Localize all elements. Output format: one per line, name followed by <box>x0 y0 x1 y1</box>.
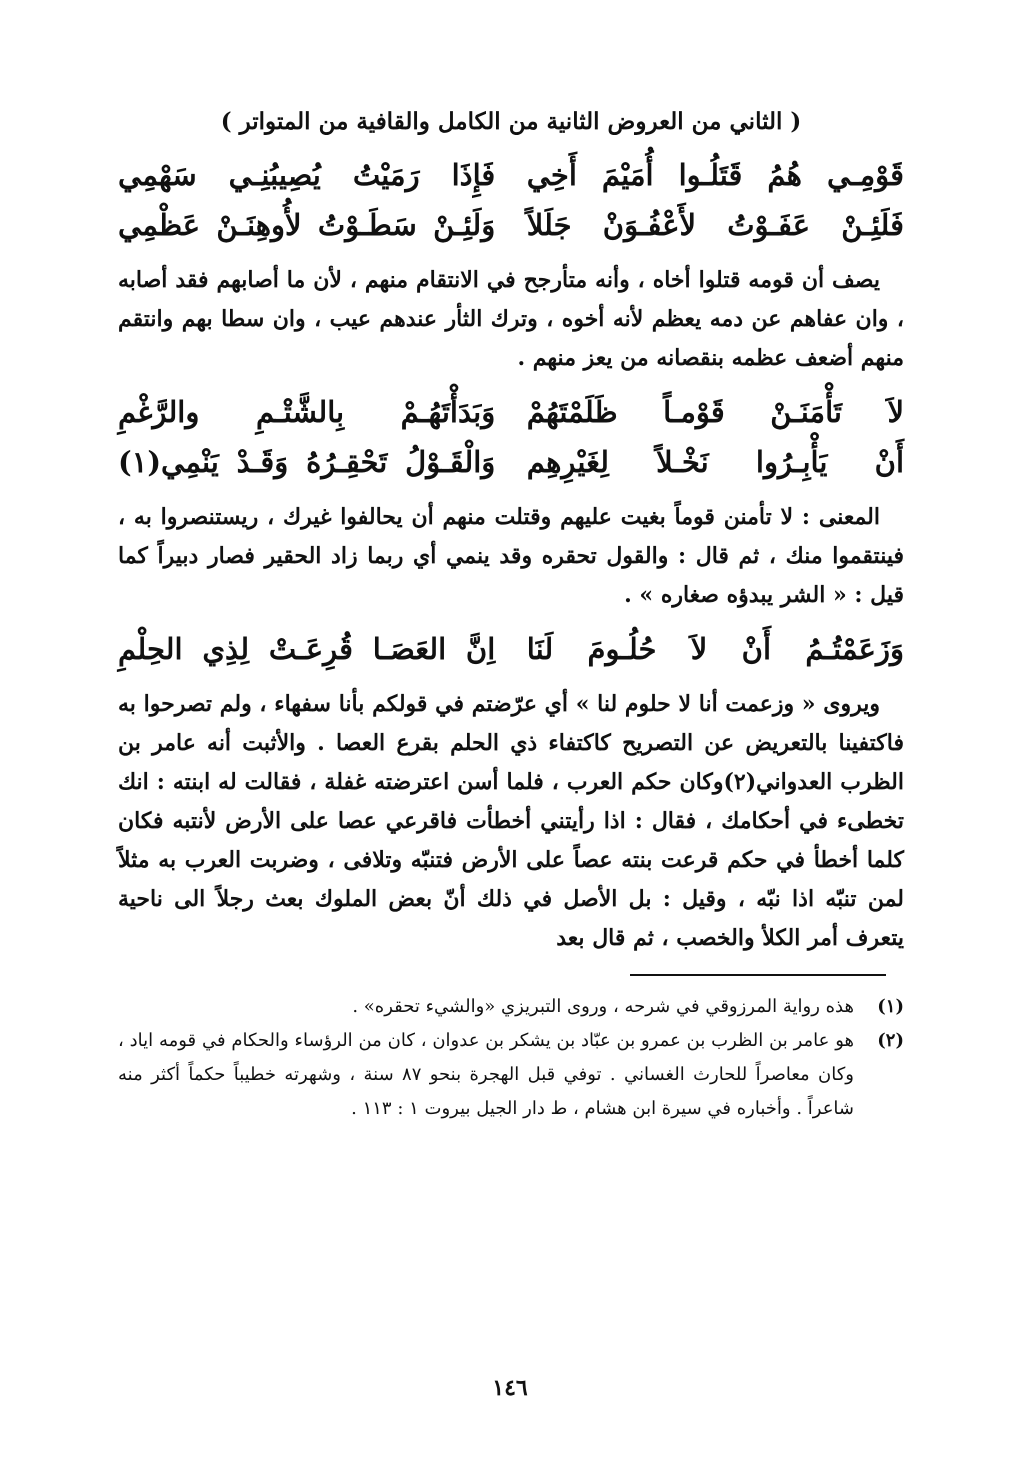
word: أَخِي <box>526 158 577 192</box>
footnote <box>118 990 904 1024</box>
word: وَقَـدْ <box>236 445 289 479</box>
word: اِنَّ <box>465 632 496 666</box>
hemistich-right <box>527 627 904 671</box>
verse-3-line-1 <box>118 627 904 671</box>
word: جَلَلاً <box>526 208 572 242</box>
hemistich-left <box>118 627 495 671</box>
word: العَصَـا <box>372 632 447 666</box>
word: حُلُـومَ <box>587 632 657 666</box>
footnote-number: (٢) <box>877 1030 904 1051</box>
word: لِذِي <box>202 632 250 666</box>
verse-1-line-2 <box>118 203 904 247</box>
word: وَالْقَـوْلُ <box>405 445 496 479</box>
word: سَهْمِي <box>118 158 197 192</box>
hemistich-left <box>118 390 495 434</box>
hemistich-right <box>527 153 904 197</box>
word: رَمَيْتُ <box>352 158 420 192</box>
footnote <box>118 1024 904 1126</box>
word: أَنْ <box>874 445 904 479</box>
word: فَإِذَا <box>451 158 496 192</box>
word: لاَ <box>690 632 708 666</box>
word: أُمَيْمَ <box>601 158 654 192</box>
footnote-number: (١) <box>877 996 904 1017</box>
hemistich-left <box>118 203 495 247</box>
section-heading: ( الثاني من العروض الثانية من الكامل والقافية من المتواتر ) <box>220 108 802 135</box>
word: وَبَدَأْتَهُـمْ <box>400 395 496 429</box>
word: هُمُ <box>767 158 802 192</box>
word: أَنْ <box>741 632 772 666</box>
verse-1-line-1 <box>118 153 904 197</box>
word: يَأْبِـرُوا <box>755 445 828 479</box>
word: بِالشَّتْـمِ <box>255 395 345 429</box>
page-content <box>118 100 904 1126</box>
hemistich-left <box>118 440 495 484</box>
word: قَوْمـاً <box>663 395 725 429</box>
word: والرَّغْمِ <box>118 395 200 429</box>
word: لأَعْفُـوَنْ <box>602 208 697 242</box>
word: لِغَيْرِهِم <box>526 445 609 479</box>
hemistich-right <box>527 440 904 484</box>
word: قَتَلُـوا <box>678 158 743 192</box>
hemistich-left <box>118 153 495 197</box>
footnote-divider <box>630 974 886 976</box>
word: لاَ <box>887 395 904 429</box>
word: وَلَئِـنْ <box>433 208 496 242</box>
commentary-paragraph-2: المعنى : لا تأمنن قوماً بغيت عليهم وقتلت منهم أن يحالفوا غيرك ، ريستنصروا به ، فينتقموا منك ، ثم قال : والقول تحقره وقد ينمي أي ربما زاد الحقير فصار دبيراً كما قيل : « الشر يبدؤه صغاره » . <box>118 504 904 608</box>
verse-1 <box>118 153 904 247</box>
word: عَفَـوْتُ <box>727 208 811 242</box>
word: الحِلْمِ <box>118 632 183 666</box>
footnotes <box>118 990 904 1126</box>
commentary-paragraph-1: يصف أن قومه قتلوا أخاه ، وأنه متأرجح في الانتقام منهم ، لأن ما أصابهم فقد أصابه ، وان عفاهم عن دمه يعظم لأنه أخوه ، وترك الثأر عندهم عيب ، وان سطا بهم وانتقم منهم أضعف عظمه بنقصانه من يعز منهم . <box>118 267 904 371</box>
word: سَطَـوْتُ <box>317 208 417 242</box>
verse-2-line-2 <box>118 440 904 484</box>
verse-3 <box>118 627 904 671</box>
hemistich-right <box>527 390 904 434</box>
page-number: ١٤٦ <box>492 1375 528 1401</box>
word: لأُوهِنَـنْ <box>216 208 302 242</box>
word: قَوْمِـي <box>826 158 904 192</box>
word: قُرِعَـتْ <box>268 632 353 666</box>
word: لَنَا <box>526 632 554 666</box>
commentary-paragraph-3: ويروى « وزعمت أنا لا حلوم لنا » أي عرّضتم في قولكم بأنا سفهاء ، ولم تصرحوا به فاكتفينا بالتعريض عن التصريح كاكتفاء ذي الحلم بقرع العصا . والأثبت أنه عامر بن الظرب العدواني(٢)وكان حكم العرب ، فلما أسن اعترضته غفلة ، فقالت له ابنته : انك تخطىء في أحكامك ، فقال : اذا رأيتني أخطأت فاقرعي عصا على الأرض لأنتبه فكان كلما أخطأ في حكم قرعت بنته عصاً على الأرض فتنبّه وتلافى ، وضربت العرب به مثلاً لمن تنبّه اذا نبّه ، وقيل : بل الأصل في ذلك أنّ بعض الملوك بعث رجلاً الى ناحية يتعرف أمر الكلأ والخصب ، ثم قال بعد <box>118 691 905 951</box>
word: تَحْقِـرُهُ <box>306 445 388 479</box>
verse-2-line-1 <box>118 390 904 434</box>
word: تَأْمَنَـنْ <box>770 395 842 429</box>
word: نَخْـلاً <box>656 445 709 479</box>
word: يُصِيبُنِـي <box>228 158 321 192</box>
word: فَلَئِـنْ <box>841 208 904 242</box>
footnote-text: هذه رواية المرزوقي في شرحه ، وروى التبريزي «والشيء تحقره» . <box>352 996 854 1017</box>
word: يَنْمِي(١) <box>118 445 219 479</box>
word: عَظْمِي <box>118 208 201 242</box>
hemistich-right <box>527 203 904 247</box>
word: ظَلَمْتَهُمْ <box>526 395 618 429</box>
word: وَزَعَمْتُـمُ <box>805 632 904 666</box>
verse-2 <box>118 390 904 484</box>
footnote-text: هو عامر بن الظرب بن عمرو بن عبّاد بن يشكر بن عدوان ، كان من الرؤساء والحكام في قومه اياد ، وكان معاصراً للحارث الغساني . توفي قبل الهجرة بنحو ٨٧ سنة ، وشهرته خطيباً حكماً أكثر منه شاعراً . وأخباره في سيرة ابن هشام ، ط دار الجيل بيروت ١ : ١١٣ . <box>118 1030 854 1119</box>
